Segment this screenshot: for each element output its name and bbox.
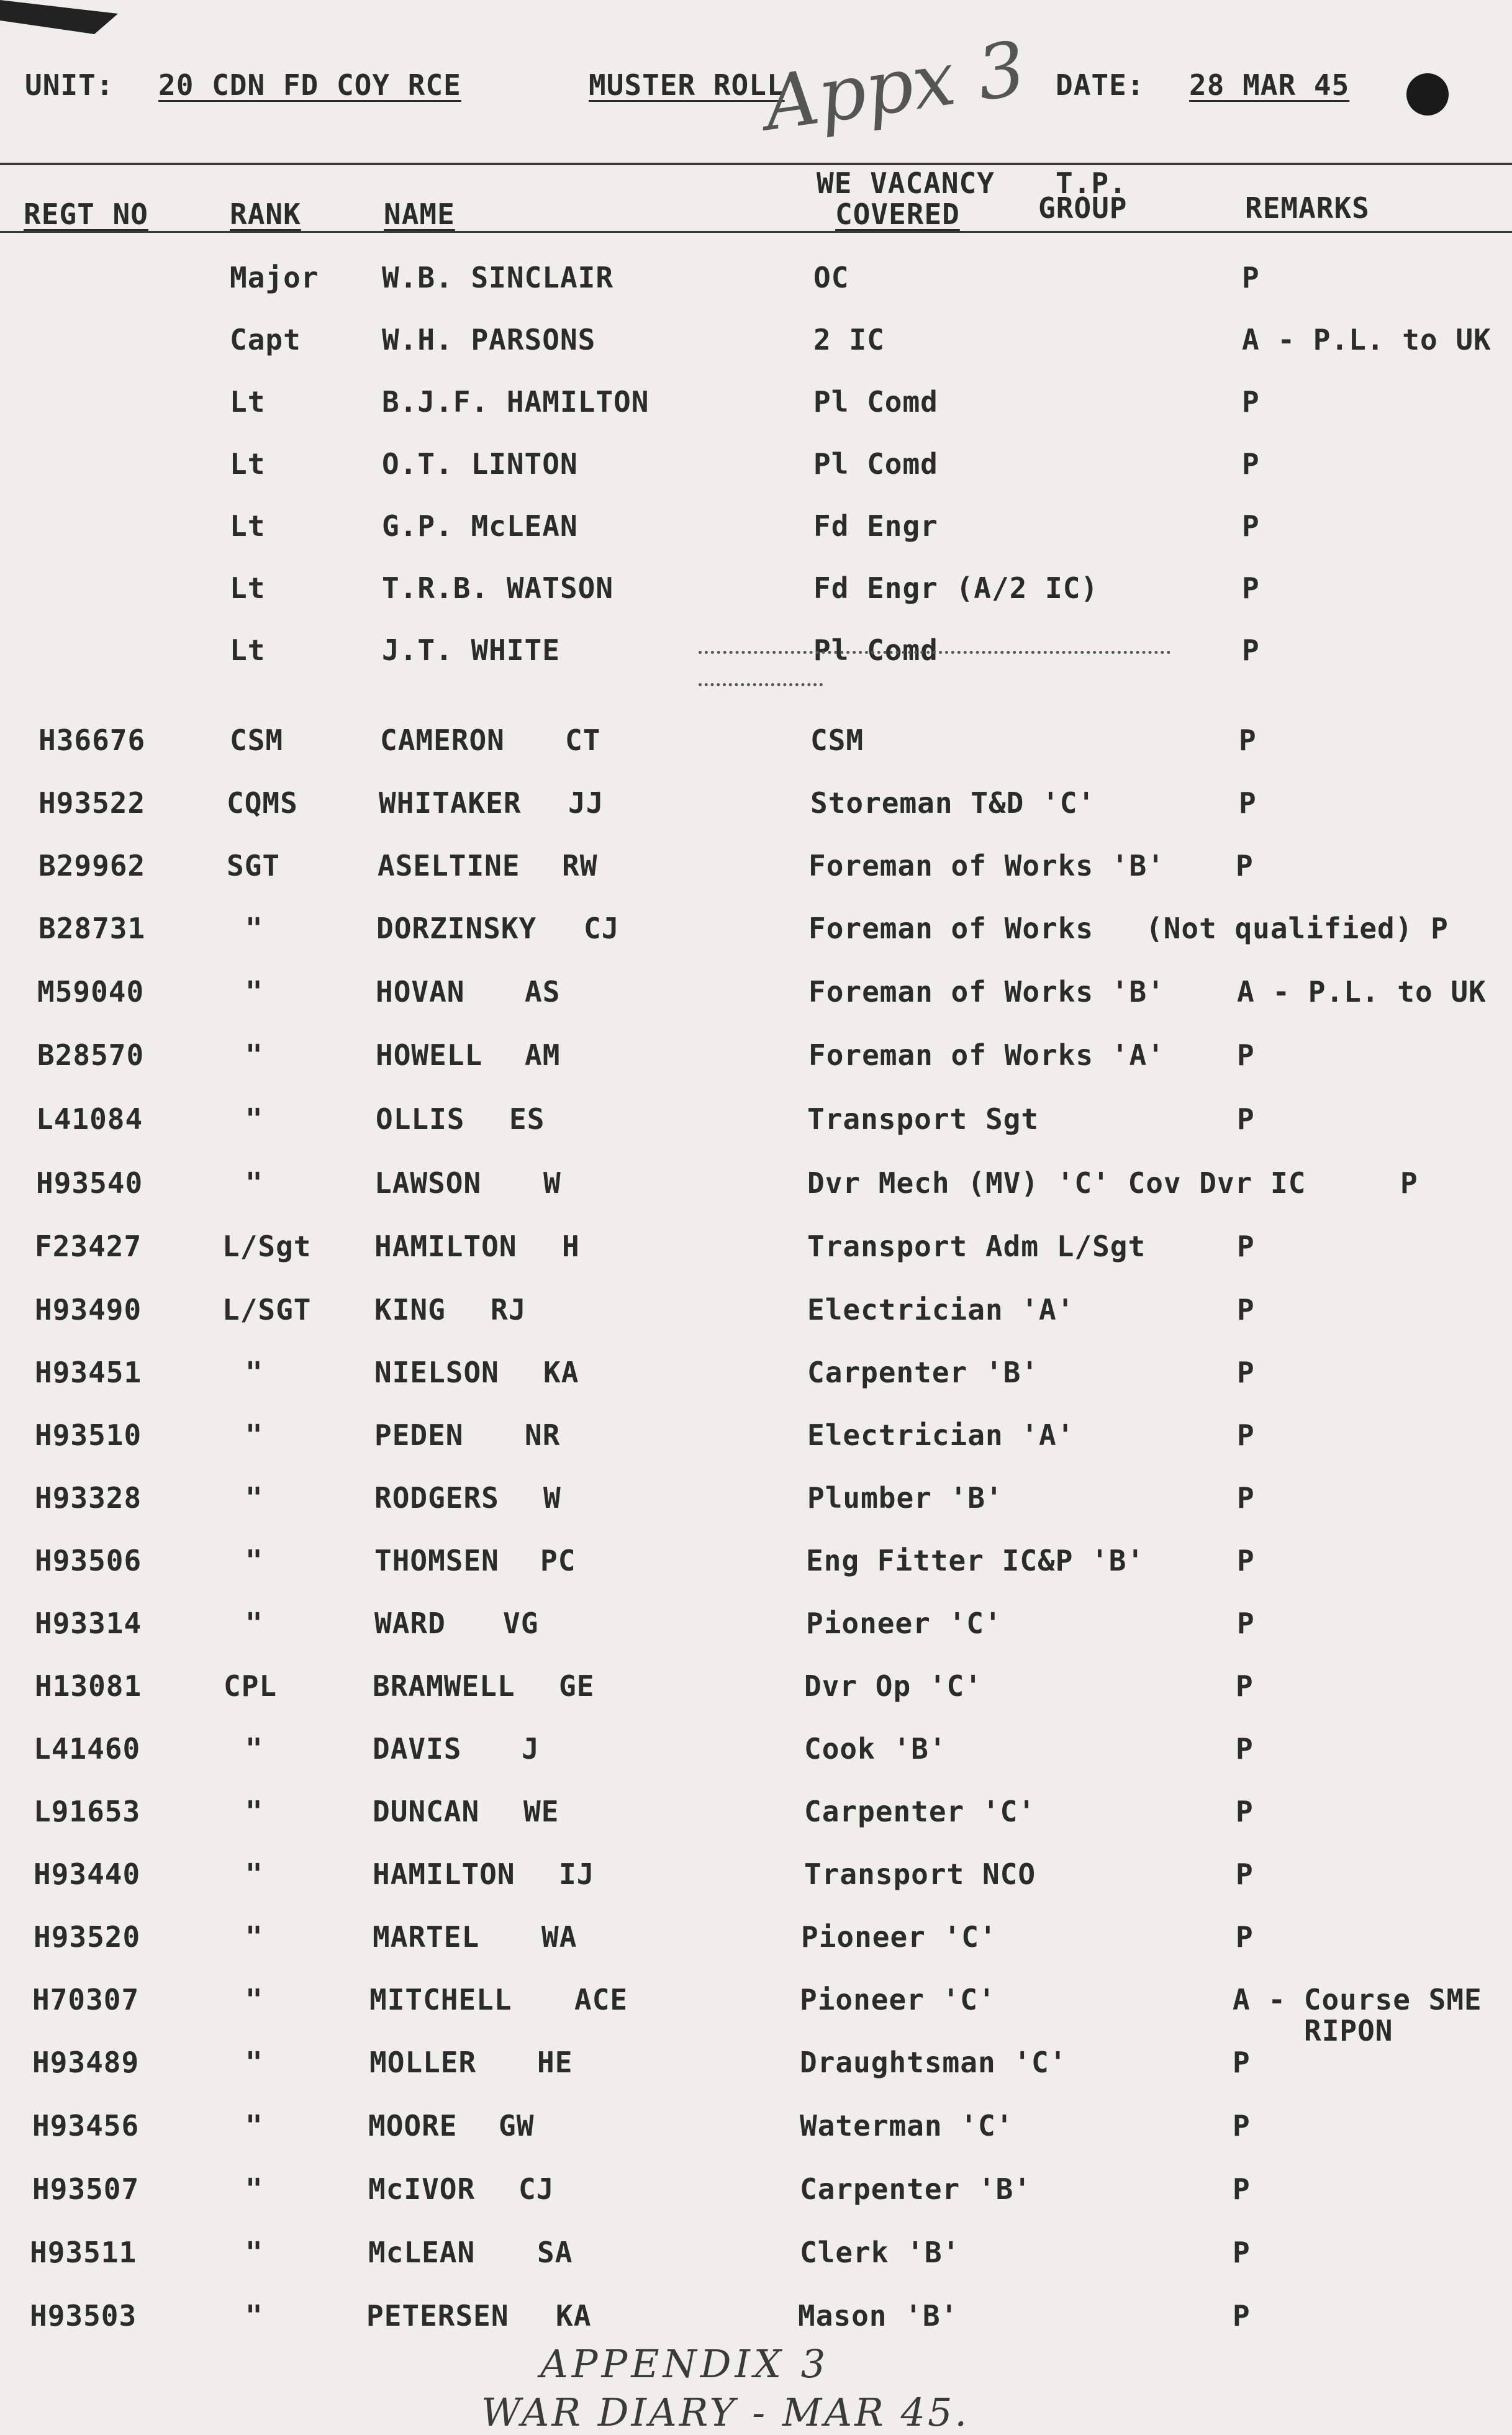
remarks-cell: P: [1242, 447, 1260, 481]
vacancy-cell: Foreman of Works: [808, 912, 1094, 945]
initials-cell: H: [562, 1230, 580, 1263]
initials-cell: NR: [525, 1418, 561, 1452]
regt-no-cell: H70307: [32, 1983, 140, 2016]
rank-cell: Lt: [230, 571, 266, 605]
rank-cell: ": [245, 2172, 263, 2206]
unit-label: UNIT:: [25, 68, 114, 102]
remarks-cell: P: [1233, 2109, 1251, 2143]
dotted-line: [699, 683, 823, 686]
surname-cell: DUNCAN: [373, 1795, 480, 1828]
rank-cell: CPL: [224, 1669, 278, 1703]
col-vacancy-line2: COVERED: [835, 197, 960, 231]
rank-cell: ": [245, 2109, 263, 2143]
name-cell: J.T. WHITE: [382, 633, 560, 667]
vacancy-cell: Pl Comd: [813, 447, 938, 481]
vacancy-cell: Dvr Mech (MV) 'C' Cov Dvr IC: [807, 1166, 1306, 1200]
table-row: [0, 1481, 1512, 1531]
table-row: [0, 1166, 1512, 1216]
surname-cell: MOLLER: [369, 2046, 477, 2079]
table-row: [0, 509, 1512, 559]
rank-cell: ": [245, 1857, 263, 1891]
vacancy-cell: Pioneer 'C': [801, 1920, 997, 1954]
initials-cell: WA: [541, 1920, 577, 1954]
rank-cell: CSM: [230, 723, 284, 757]
vacancy-cell: Plumber 'B': [807, 1481, 1003, 1515]
vacancy-cell: Foreman of Works 'B': [808, 975, 1165, 1009]
table-row: [0, 1857, 1512, 1907]
table-row: [0, 975, 1512, 1025]
regt-no-cell: L41084: [36, 1102, 143, 1136]
surname-cell: McIVOR: [368, 2172, 476, 2206]
table-row: [0, 2109, 1512, 2159]
surname-cell: McLEAN: [368, 2236, 476, 2269]
rank-cell: ": [245, 2046, 263, 2079]
remarks-cell: P: [1239, 786, 1257, 820]
column-header-rule: [0, 231, 1512, 233]
surname-cell: CAMERON: [380, 723, 505, 757]
table-row: [0, 633, 1512, 683]
col-regt-no: REGT NO: [24, 197, 148, 231]
rank-cell: Lt: [230, 447, 266, 481]
vacancy-cell: Storeman T&D 'C': [810, 786, 1096, 820]
remarks-cell: P: [1236, 1920, 1254, 1954]
initials-cell: AM: [525, 1038, 561, 1072]
surname-cell: HAMILTON: [373, 1857, 515, 1891]
surname-cell: PEDEN: [374, 1418, 464, 1452]
initials-cell: SA: [537, 2236, 573, 2269]
remarks-cell: P: [1237, 1293, 1255, 1326]
table-row: [0, 1795, 1512, 1844]
vacancy-cell: Dvr Op 'C': [804, 1669, 982, 1703]
remarks-cell: P: [1237, 1038, 1255, 1072]
surname-cell: LAWSON: [374, 1166, 482, 1200]
regt-no-cell: H93440: [34, 1857, 141, 1891]
regt-no-cell: F23427: [35, 1230, 142, 1263]
document-title: MUSTER ROLL: [589, 68, 785, 102]
regt-no-cell: H93503: [30, 2299, 137, 2333]
surname-cell: HAMILTON: [374, 1230, 517, 1263]
table-row: [0, 2046, 1512, 2095]
regt-no-cell: H93507: [32, 2172, 140, 2206]
vacancy-cell: Pioneer 'C': [800, 1983, 996, 2016]
handwritten-war-diary: WAR DIARY - MAR 45.: [481, 2390, 970, 2435]
initials-cell: HE: [537, 2046, 573, 2079]
vacancy-cell: Electrician 'A': [807, 1293, 1075, 1326]
rank-cell: ": [245, 1795, 263, 1828]
vacancy-cell: Cook 'B': [804, 1732, 947, 1766]
regt-no-cell: B28570: [37, 1038, 145, 1072]
initials-cell: GE: [559, 1669, 595, 1703]
vacancy-cell: Foreman of Works 'B': [808, 849, 1165, 882]
regt-no-cell: M59040: [37, 975, 145, 1009]
vacancy-cell: Foreman of Works 'A': [808, 1038, 1165, 1072]
name-cell: W.B. SINCLAIR: [382, 261, 614, 294]
regt-no-cell: H93314: [35, 1607, 142, 1640]
remarks-cell: P: [1236, 1857, 1254, 1891]
table-row: [0, 323, 1512, 373]
handwritten-appendix: APPENDIX 3: [540, 2341, 830, 2387]
regt-no-cell: H13081: [35, 1669, 142, 1703]
surname-cell: HOWELL: [376, 1038, 483, 1072]
regt-no-cell: L41460: [34, 1732, 141, 1766]
remarks-cell: P: [1236, 849, 1254, 882]
name-cell: T.R.B. WATSON: [382, 571, 614, 605]
remarks-cell: P: [1233, 2299, 1251, 2333]
rank-cell: Major: [230, 261, 319, 294]
remarks-cell: P: [1233, 2046, 1251, 2079]
initials-cell: PC: [540, 1544, 576, 1577]
vacancy-cell: Carpenter 'B': [800, 2172, 1032, 2206]
table-row: [0, 2172, 1512, 2222]
remarks-cell: P: [1236, 1795, 1254, 1828]
regt-no-cell: H93506: [35, 1544, 142, 1577]
vacancy-cell: Pl Comd: [813, 633, 938, 667]
rank-cell: ": [245, 1920, 263, 1954]
regt-no-cell: B29962: [38, 849, 146, 882]
remarks-cell: P: [1237, 1418, 1255, 1452]
col-remarks: REMARKS: [1245, 191, 1370, 225]
rank-cell: ": [245, 975, 263, 1009]
table-row: [0, 786, 1512, 836]
surname-cell: DAVIS: [373, 1732, 462, 1766]
vacancy-cell: Carpenter 'C': [804, 1795, 1036, 1828]
table-row: [0, 447, 1512, 497]
initials-cell: VG: [503, 1607, 539, 1640]
regt-no-cell: B28731: [38, 912, 146, 945]
table-row: [0, 1983, 1512, 2047]
regt-no-cell: H93520: [34, 1920, 141, 1954]
date-value: 28 MAR 45: [1189, 68, 1350, 102]
surname-cell: OLLIS: [376, 1102, 465, 1136]
rank-cell: ": [245, 2236, 263, 2269]
remarks-cell: P: [1400, 1166, 1418, 1200]
remarks-cell: P: [1237, 1481, 1255, 1515]
col-tp-line2: GROUP: [1038, 191, 1128, 225]
name-cell: G.P. McLEAN: [382, 509, 578, 543]
surname-cell: NIELSON: [374, 1356, 499, 1389]
rank-cell: Capt: [230, 323, 301, 356]
table-row: [0, 571, 1512, 621]
vacancy-cell: Eng Fitter IC&P 'B': [806, 1544, 1145, 1577]
date-label: DATE:: [1056, 68, 1145, 102]
vacancy-cell: OC: [813, 261, 849, 294]
table-row: [0, 1920, 1512, 1970]
regt-no-cell: L91653: [34, 1795, 141, 1828]
remarks-cell: P: [1237, 1607, 1255, 1640]
vacancy-cell: Transport Adm L/Sgt: [807, 1230, 1146, 1263]
rank-cell: ": [245, 1166, 263, 1200]
table-row: [0, 723, 1512, 773]
dotted-line: [699, 651, 1170, 654]
regt-no-cell: H36676: [38, 723, 146, 757]
remarks-cell: P: [1236, 1669, 1254, 1703]
vacancy-cell: Mason 'B': [798, 2299, 959, 2333]
rank-cell: ": [245, 1481, 263, 1515]
surname-cell: ASELTINE: [378, 849, 520, 882]
vacancy-cell: CSM: [810, 723, 864, 757]
remarks-cell: P: [1237, 1356, 1255, 1389]
initials-cell: W: [543, 1166, 561, 1200]
table-row: [0, 2236, 1512, 2285]
rank-cell: Lt: [230, 385, 266, 419]
vacancy-cell: 2 IC: [813, 323, 885, 356]
regt-no-cell: H93328: [35, 1481, 142, 1515]
ink-blot: [1406, 73, 1449, 116]
table-row: [0, 1418, 1512, 1468]
table-row: [0, 1732, 1512, 1782]
surname-cell: DORZINSKY: [376, 912, 537, 945]
remarks-cell: P: [1233, 2172, 1251, 2206]
surname-cell: WHITAKER: [379, 786, 522, 820]
rank-cell: SGT: [227, 849, 281, 882]
initials-cell: GW: [499, 2109, 535, 2143]
initials-cell: W: [543, 1481, 561, 1515]
surname-cell: MITCHELL: [369, 1983, 512, 2016]
table-row: [0, 1544, 1512, 1594]
remarks-cell: A - P.L. to UK: [1237, 975, 1487, 1009]
rank-cell: L/Sgt: [222, 1230, 312, 1263]
initials-cell: RJ: [491, 1293, 527, 1326]
surname-cell: MOORE: [368, 2109, 458, 2143]
rank-cell: ": [245, 1418, 263, 1452]
unit-value: 20 CDN FD COY RCE: [158, 68, 461, 102]
table-row: [0, 1230, 1512, 1279]
initials-cell: ACE: [574, 1983, 628, 2016]
table-row: [0, 1356, 1512, 1405]
vacancy-cell: Pioneer 'C': [806, 1607, 1002, 1640]
regt-no-cell: H93540: [36, 1166, 143, 1200]
surname-cell: PETERSEN: [366, 2299, 509, 2333]
handwritten-appx-note: Appx 3: [759, 25, 1031, 148]
table-row: [0, 1607, 1512, 1656]
surname-cell: HOVAN: [376, 975, 465, 1009]
col-vacancy-line1: WE VACANCY: [817, 166, 995, 200]
remarks-cell: P: [1242, 571, 1260, 605]
surname-cell: WARD: [374, 1607, 446, 1640]
remarks-cell: P: [1236, 1732, 1254, 1766]
remarks-cell: P: [1237, 1544, 1255, 1577]
remarks-cell: P: [1233, 2236, 1251, 2269]
regt-no-cell: H93522: [38, 786, 146, 820]
initials-cell: JJ: [568, 786, 604, 820]
rank-cell: ": [245, 1038, 263, 1072]
rank-cell: ": [245, 1102, 263, 1136]
vacancy-cell: Electrician 'A': [807, 1418, 1075, 1452]
remarks-cell: P: [1239, 723, 1257, 757]
regt-no-cell: H93511: [30, 2236, 137, 2269]
remarks-cell: P: [1237, 1230, 1255, 1263]
remarks-cell: A - P.L. to UK: [1242, 323, 1492, 356]
table-row: [0, 1669, 1512, 1719]
remarks-cell: P: [1242, 385, 1260, 419]
table-row: [0, 849, 1512, 899]
col-rank: RANK: [230, 197, 301, 231]
rank-cell: Lt: [230, 633, 266, 667]
regt-no-cell: H93489: [32, 2046, 140, 2079]
regt-no-cell: H93490: [35, 1293, 142, 1326]
col-name: NAME: [384, 197, 455, 231]
initials-cell: CJ: [584, 912, 620, 945]
rank-cell: ": [245, 2299, 263, 2333]
initials-cell: WE: [523, 1795, 559, 1828]
regt-no-cell: H93451: [35, 1356, 142, 1389]
regt-no-cell: H93456: [32, 2109, 140, 2143]
vacancy-cell: Pl Comd: [813, 385, 938, 419]
vacancy-cell: Transport NCO: [804, 1857, 1036, 1891]
rank-cell: L/SGT: [222, 1293, 312, 1326]
table-row: [0, 385, 1512, 435]
surname-cell: BRAMWELL: [373, 1669, 515, 1703]
remarks-cell: P: [1237, 1102, 1255, 1136]
table-row: [0, 1293, 1512, 1343]
initials-cell: RW: [562, 849, 598, 882]
name-cell: W.H. PARSONS: [382, 323, 596, 356]
remarks-cell: P: [1242, 633, 1260, 667]
col-tp-line1: T.P.: [1056, 166, 1127, 200]
vacancy-cell: Waterman 'C': [800, 2109, 1014, 2143]
table-row: [0, 912, 1512, 961]
rank-cell: CQMS: [227, 786, 298, 820]
surname-cell: RODGERS: [374, 1481, 499, 1515]
initials-cell: J: [522, 1732, 540, 1766]
remarks-cell: A - Course SME: [1233, 1983, 1482, 2016]
initials-cell: AS: [525, 975, 561, 1009]
initials-cell: KA: [556, 2299, 592, 2333]
rank-cell: ": [245, 1983, 263, 2016]
rank-cell: ": [245, 1356, 263, 1389]
vacancy-cell: Fd Engr (A/2 IC): [813, 571, 1099, 605]
remarks-continuation: RIPON: [1304, 2014, 1393, 2047]
initials-cell: KA: [543, 1356, 579, 1389]
surname-cell: KING: [374, 1293, 446, 1326]
header-rule: [0, 163, 1512, 165]
rank-cell: ": [245, 1732, 263, 1766]
vacancy-cell: Carpenter 'B': [807, 1356, 1039, 1389]
name-cell: B.J.F. HAMILTON: [382, 385, 650, 419]
vacancy-cell: Transport Sgt: [807, 1102, 1039, 1136]
initials-cell: IJ: [559, 1857, 595, 1891]
vacancy-cell: Clerk 'B': [800, 2236, 961, 2269]
rank-cell: ": [245, 912, 263, 945]
name-cell: O.T. LINTON: [382, 447, 578, 481]
table-row: [0, 1102, 1512, 1152]
vacancy-cell: Fd Engr: [813, 509, 938, 543]
remarks-cell: P: [1242, 509, 1260, 543]
regt-no-cell: H93510: [35, 1418, 142, 1452]
initials-cell: CJ: [518, 2172, 555, 2206]
table-row: [0, 261, 1512, 311]
rank-cell: ": [245, 1544, 263, 1577]
surname-cell: THOMSEN: [374, 1544, 499, 1577]
corner-mark: [0, 0, 118, 34]
rank-cell: Lt: [230, 509, 266, 543]
rank-cell: ": [245, 1607, 263, 1640]
surname-cell: MARTEL: [373, 1920, 480, 1954]
initials-cell: CT: [565, 723, 601, 757]
remarks-cell: P: [1242, 261, 1260, 294]
vacancy-cell: Draughtsman 'C': [800, 2046, 1067, 2079]
remarks-cell: (Not qualified) P: [1146, 912, 1449, 945]
table-row: [0, 1038, 1512, 1088]
initials-cell: ES: [509, 1102, 545, 1136]
